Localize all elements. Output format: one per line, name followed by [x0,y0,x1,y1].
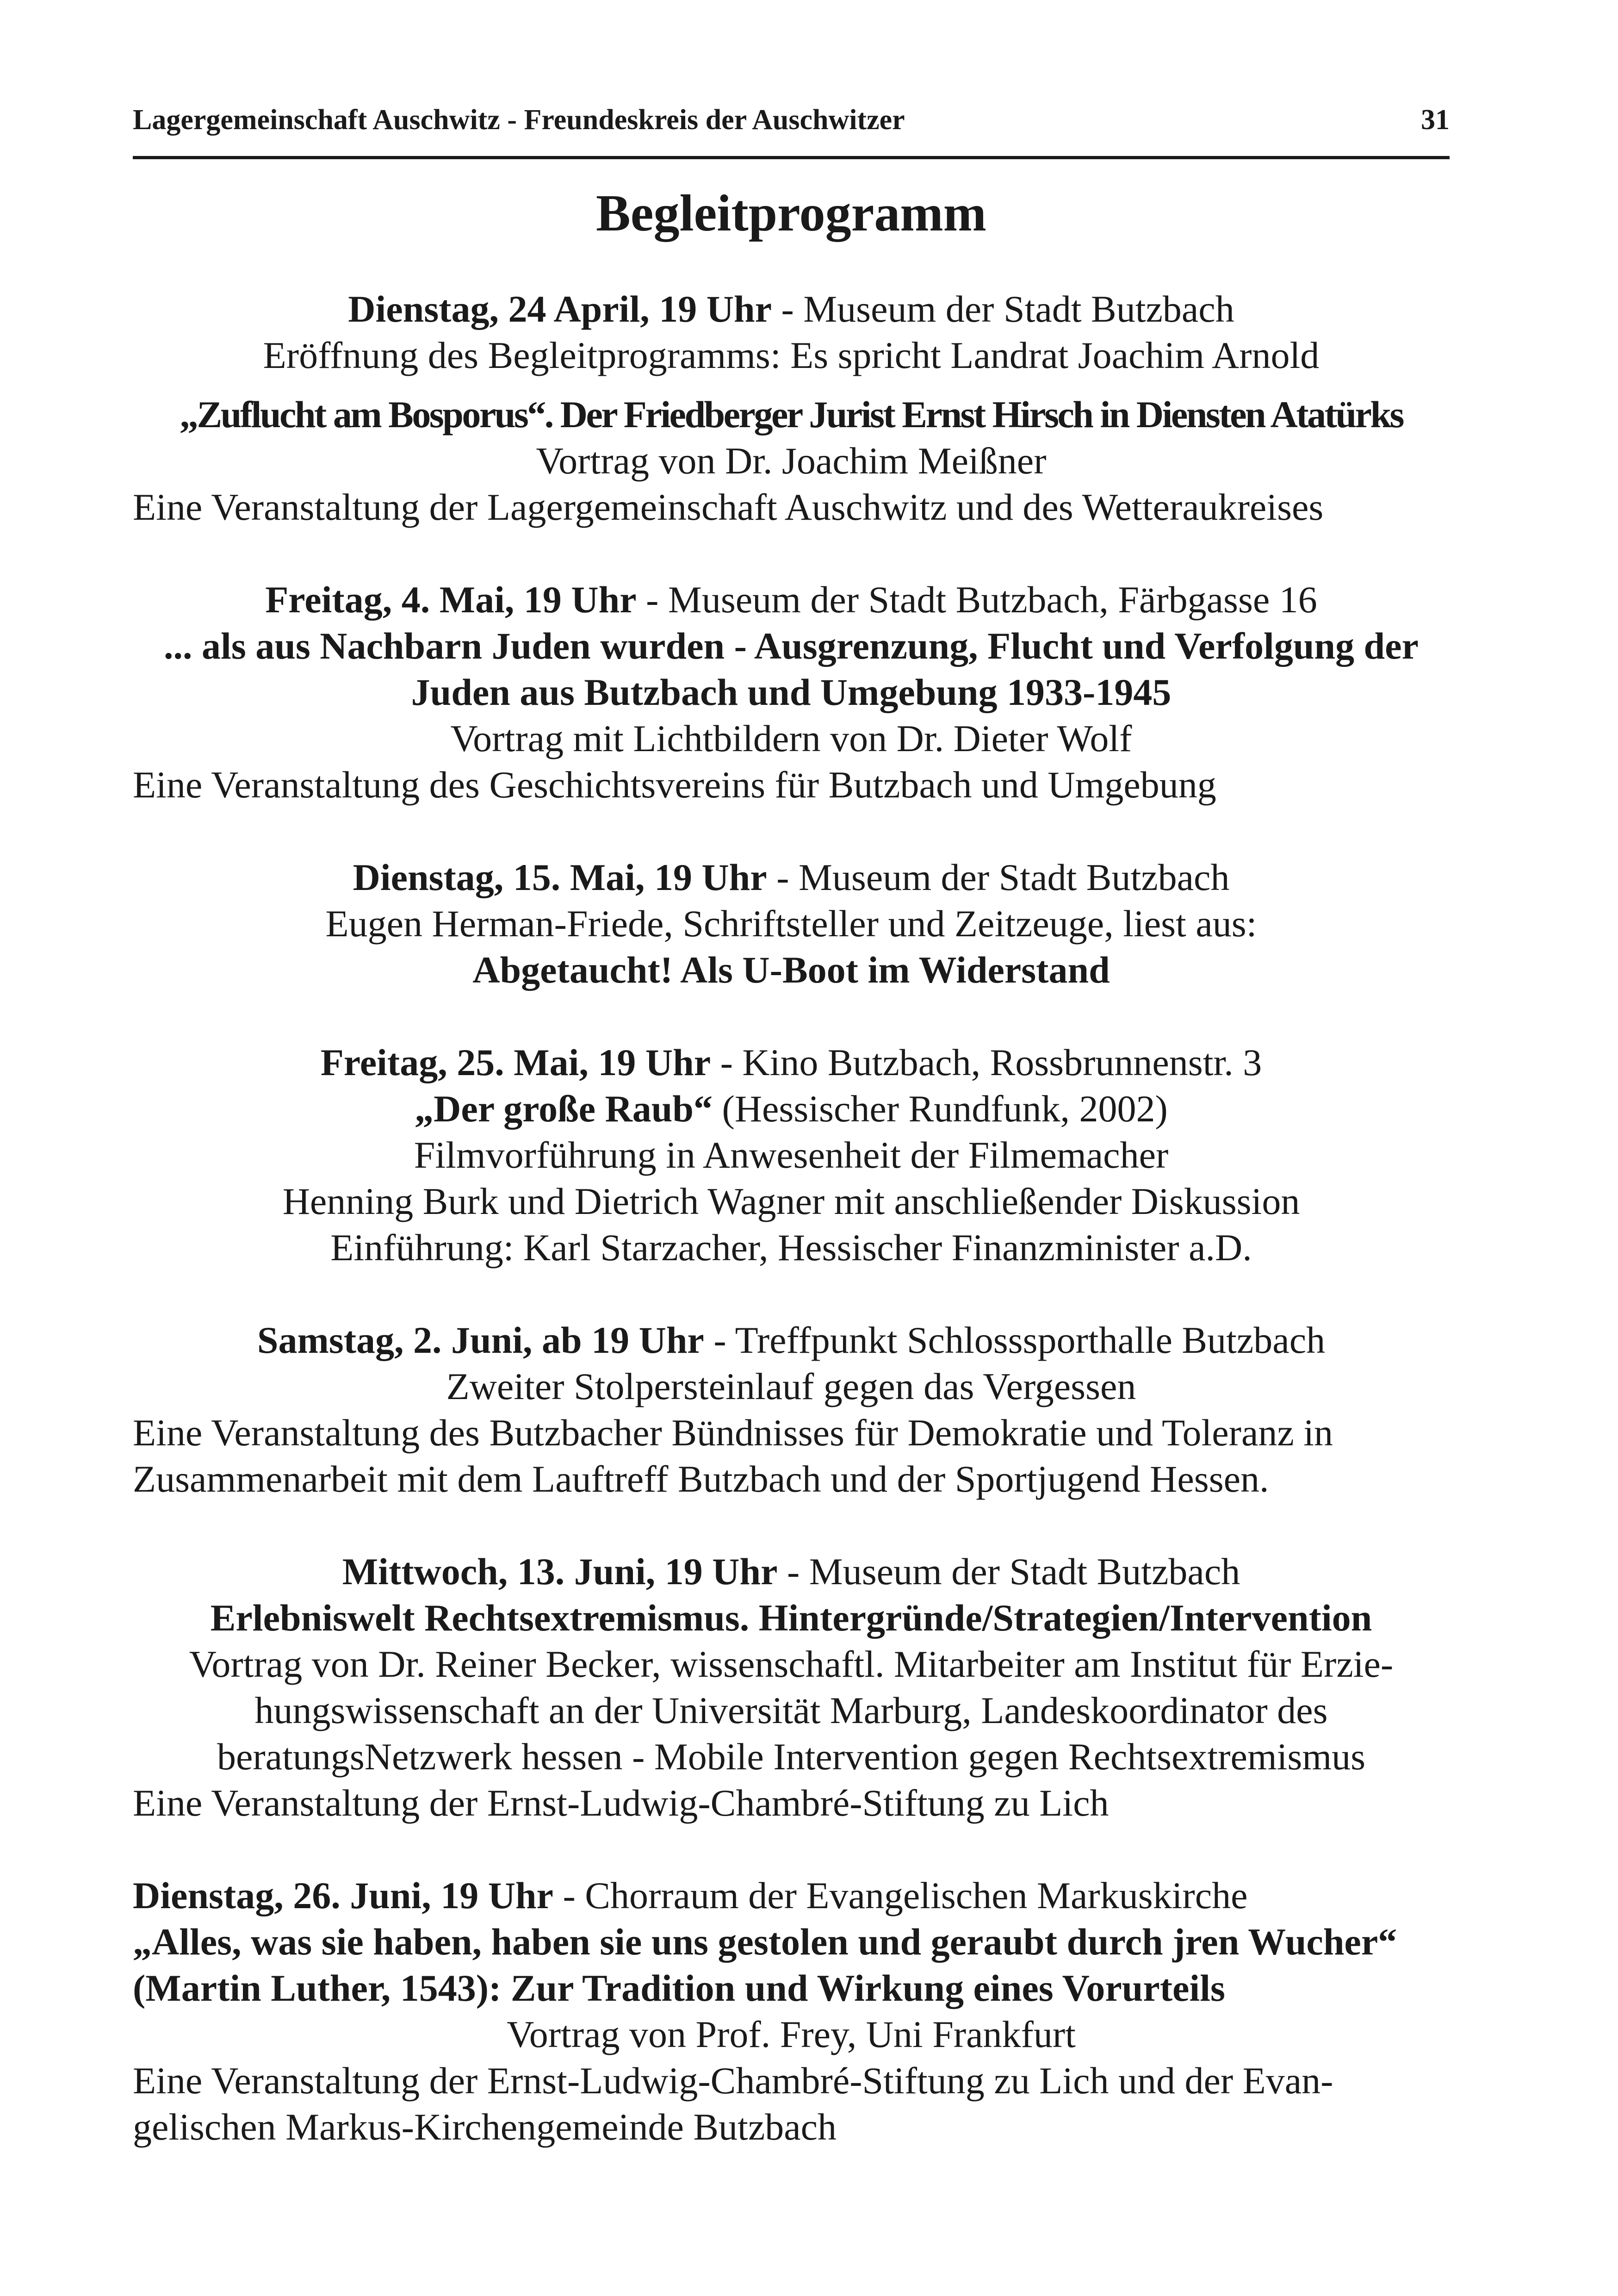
event-item [133,1039,1450,1271]
event-title: „Zuflucht am Bosporus“. Der Friedberger Jurist Ernst Hirsch in Diensten Atatürks [180,393,1403,436]
event-date: Mittwoch, 13. Juni, 19 Uhr [342,1550,778,1593]
event-dateline [133,1873,1450,1919]
page-title: Begleitprogramm [596,185,986,242]
event-film-title: „Der große Raub“ [415,1088,713,1130]
event-date: Dienstag, 15. Mai, 19 Uhr [353,856,767,898]
event-venue: - Museum der Stadt Butzbach [767,856,1230,898]
event-detail: Vortrag von Prof. Frey, Uni Frankfurt [507,2013,1076,2055]
event-detail: hungswissenschaft an der Universität Marburg, Landeskoordinator des [254,1689,1328,1731]
event-detail: Eugen Herman-Friede, Schriftsteller und Zeitzeuge, liest aus: [325,902,1257,945]
event-organizer: Eine Veranstaltung des Butzbacher Bündnisses für Demokratie und Toleranz in [133,1412,1333,1454]
event-dateline [133,1317,1450,1363]
event-title: Erlebniswelt Rechtsextremismus. Hintergründe/Strategien/Intervention [210,1597,1372,1639]
event-detail: Zweiter Stolpersteinlauf gegen das Vergessen [446,1365,1136,1407]
event-detail: Vortrag mit Lichtbildern von Dr. Dieter Wolf [450,717,1132,759]
event-detail: Henning Burk und Dietrich Wagner mit anschließender Diskussion [282,1180,1300,1222]
event-detail: Einführung: Karl Starzacher, Hessischer Finanzminister a.D. [330,1226,1252,1269]
event-organizer: Eine Veranstaltung der Ernst-Ludwig-Chambré-Stiftung zu Lich [133,1782,1109,1824]
event-organizer: Eine Veranstaltung des Geschichtsvereins für Butzbach und Umgebung [133,764,1216,806]
running-header [133,106,1450,134]
event-film-line [133,1086,1450,1132]
event-item [133,1549,1450,1826]
event-film-note: (Hessischer Rundfunk, 2002) [713,1088,1168,1130]
running-title: Lagergemeinschaft Auschwitz - Freundeskreis der Auschwitzer [133,104,905,136]
event-venue: - Kino Butzbach, Rossbrunnenstr. 3 [711,1041,1262,1083]
event-venue: - Treffpunkt Schlosssporthalle Butzbach [704,1319,1326,1361]
event-item [133,392,1450,530]
event-venue: - Chorraum der Evangelischen Markuskirche [553,1874,1248,1916]
event-title: Abgetaucht! Als U-Boot im Widerstand [472,949,1110,991]
page-number: 31 [1421,104,1450,136]
event-detail: Vortrag von Dr. Joachim Meißner [536,440,1047,482]
event-organizer: Eine Veranstaltung der Ernst-Ludwig-Chambré-Stiftung zu Lich und der Evan- [133,2060,1333,2102]
event-item [133,1317,1450,1502]
event-title: Juden aus Butzbach und Umgebung 1933-1945 [411,671,1172,713]
event-dateline [133,854,1450,901]
event-date: Dienstag, 24 April, 19 Uhr [348,288,772,330]
event-organizer: Zusammenarbeit mit dem Lauftreff Butzbach und der Sportjugend Hessen. [133,1458,1269,1500]
event-item [133,286,1450,379]
event-dateline [133,286,1450,332]
event-item [133,854,1450,993]
event-item [133,577,1450,808]
event-detail: beratungsNetzwerk hessen - Mobile Intervention gegen Rechtsextremismus [217,1736,1366,1778]
event-dateline [133,577,1450,623]
event-detail: Vortrag von Dr. Reiner Becker, wissenschaftl. Mitarbeiter am Institut für Erzie- [189,1643,1394,1685]
event-venue: - Museum der Stadt Butzbach, Färbgasse 16 [636,579,1317,621]
event-dateline [133,1039,1450,1086]
event-organizer: gelischen Markus-Kirchengemeinde Butzbach [133,2106,837,2148]
event-item [133,1873,1450,2150]
event-date: Samstag, 2. Juni, ab 19 Uhr [257,1319,704,1361]
event-title: „Alles, was sie haben, haben sie uns gestolen und geraubt durch jren Wucher“ [133,1921,1397,1963]
event-date: Dienstag, 26. Juni, 19 Uhr [133,1874,553,1916]
event-list [133,286,1450,2196]
event-detail: Eröffnung des Begleitprogramms: Es spricht Landrat Joachim Arnold [263,334,1320,376]
header-rule [133,156,1450,159]
event-venue: - Museum der Stadt Butzbach [771,288,1234,330]
event-dateline [133,1549,1450,1595]
event-title: ... als aus Nachbarn Juden wurden - Ausgrenzung, Flucht und Verfolgung der [164,625,1419,667]
event-title: (Martin Luther, 1543): Zur Tradition und Wirkung eines Vorurteils [133,1967,1225,2009]
event-detail: Filmvorführung in Anwesenheit der Filmemacher [414,1134,1169,1176]
event-date: Freitag, 4. Mai, 19 Uhr [265,579,637,621]
event-date: Freitag, 25. Mai, 19 Uhr [320,1041,711,1083]
event-organizer: Eine Veranstaltung der Lagergemeinschaft Auschwitz und des Wetteraukreises [133,486,1324,528]
event-venue: - Museum der Stadt Butzbach [777,1550,1240,1593]
